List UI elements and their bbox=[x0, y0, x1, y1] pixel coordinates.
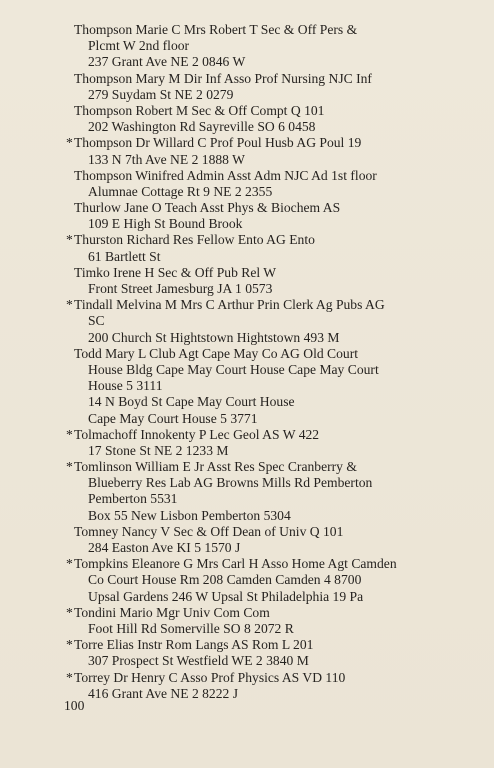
directory-entry bbox=[0, 135, 494, 167]
entry-name-line bbox=[0, 168, 494, 184]
entry-detail-line bbox=[0, 216, 494, 232]
asterisk-mark: * bbox=[66, 459, 73, 475]
entry-name-line bbox=[0, 346, 494, 362]
entry-text: Foot Hill Rd Somerville SO 8 2072 R bbox=[88, 620, 294, 636]
entry-text: 284 Easton Ave KI 5 1570 J bbox=[88, 540, 241, 555]
asterisk-mark: * bbox=[66, 556, 73, 572]
entry-text: Thompson Mary M Dir Inf Asso Prof Nursing NJC Inf bbox=[74, 70, 372, 86]
directory-entry bbox=[0, 297, 494, 346]
asterisk-mark: * bbox=[66, 426, 73, 442]
entry-detail-line bbox=[0, 589, 494, 605]
entry-text: Box 55 New Lisbon Pemberton 5304 bbox=[88, 507, 291, 523]
directory-entry bbox=[0, 346, 494, 427]
entry-detail-line bbox=[0, 411, 494, 427]
entry-text: Timko Irene H Sec & Off Pub Rel W bbox=[74, 264, 277, 280]
entry-detail-line bbox=[0, 281, 494, 297]
entry-text: Thompson Dr Willard C Prof Poul Husb AG Poul 19 bbox=[74, 135, 362, 151]
entry-text: Thompson Marie C Mrs Robert T Sec & Off Pers & bbox=[74, 22, 358, 37]
directory-entry bbox=[0, 427, 494, 459]
entry-text: Thompson Robert M Sec & Off Compt Q 101 bbox=[74, 102, 325, 118]
entry-detail-line bbox=[0, 394, 494, 410]
directory-entry bbox=[0, 637, 494, 669]
entry-name-line bbox=[0, 103, 494, 119]
entry-text: Alumnae Cottage Rt 9 NE 2 2355 bbox=[88, 183, 273, 199]
entry-text: Tindall Melvina M Mrs C Arthur Prin Clerk Ag Pubs AG bbox=[74, 297, 385, 313]
page-number: 100 bbox=[64, 698, 85, 713]
asterisk-mark: * bbox=[66, 297, 73, 313]
asterisk-mark: * bbox=[66, 669, 73, 685]
entry-text: Cape May Court House 5 3771 bbox=[88, 410, 258, 426]
entry-detail-line bbox=[0, 378, 494, 394]
directory-entry bbox=[0, 232, 494, 264]
entry-text: Torrey Dr Henry C Asso Prof Physics AS VD 110 bbox=[74, 669, 346, 685]
entry-detail-line bbox=[0, 313, 494, 329]
directory-entries bbox=[0, 22, 494, 702]
entry-text: 279 Suydam St NE 2 0279 bbox=[88, 86, 234, 102]
entry-text: 200 Church St Hightstown Hightstown 493 M bbox=[88, 329, 340, 345]
entry-text: Tolmachoff Innokenty P Lec Geol AS W 422 bbox=[74, 426, 320, 442]
entry-text: Plcmt W 2nd floor bbox=[88, 38, 190, 54]
entry-text: Tompkins Eleanore G Mrs Carl H Asso Home Agt Camden bbox=[74, 556, 397, 572]
entry-text: 307 Prospect St Westfield WE 2 3840 M bbox=[88, 653, 309, 669]
entry-detail-line bbox=[0, 119, 494, 135]
directory-entry bbox=[0, 459, 494, 524]
entry-detail-line bbox=[0, 87, 494, 103]
entry-text: Tondini Mario Mgr Univ Com Com bbox=[74, 604, 270, 620]
entry-detail-line bbox=[0, 443, 494, 459]
entry-name-line bbox=[0, 22, 494, 38]
entry-detail-line bbox=[0, 249, 494, 265]
entry-name-line bbox=[0, 670, 494, 686]
entry-detail-line bbox=[0, 508, 494, 524]
entry-text: 14 N Boyd St Cape May Court House bbox=[88, 394, 295, 410]
entry-text: Thompson Winifred Admin Asst Adm NJC Ad 1st floor bbox=[74, 167, 377, 183]
entry-text: House Bldg Cape May Court House Cape May Court bbox=[88, 361, 379, 377]
entry-text: Tomlinson William E Jr Asst Res Spec Cranberry & bbox=[74, 459, 357, 475]
directory-entry bbox=[0, 168, 494, 200]
entry-text: SC bbox=[88, 313, 105, 329]
asterisk-mark: * bbox=[66, 637, 73, 653]
entry-detail-line bbox=[0, 54, 494, 70]
entry-text: 17 Stone St NE 2 1233 M bbox=[88, 442, 229, 458]
entry-name-line bbox=[0, 524, 494, 540]
entry-detail-line bbox=[0, 38, 494, 54]
entry-detail-line bbox=[0, 330, 494, 346]
entry-detail-line bbox=[0, 540, 494, 556]
directory-entry bbox=[0, 103, 494, 135]
entry-text: Co Court House Rm 208 Camden Camden 4 8700 bbox=[88, 572, 362, 588]
entry-text: Thurston Richard Res Fellow Ento AG Ento bbox=[74, 232, 315, 248]
entry-name-line bbox=[0, 297, 494, 313]
directory-entry bbox=[0, 22, 494, 71]
entry-text: Front Street Jamesburg JA 1 0573 bbox=[88, 281, 273, 296]
entry-name-line bbox=[0, 605, 494, 621]
directory-entry bbox=[0, 556, 494, 605]
entry-name-line bbox=[0, 232, 494, 248]
entry-detail-line bbox=[0, 362, 494, 378]
entry-detail-line bbox=[0, 152, 494, 168]
entry-text: Upsal Gardens 246 W Upsal St Philadelphia 19 Pa bbox=[88, 588, 364, 604]
entry-name-line bbox=[0, 135, 494, 151]
entry-name-line bbox=[0, 265, 494, 281]
asterisk-mark: * bbox=[66, 604, 73, 620]
directory-entry bbox=[0, 200, 494, 232]
asterisk-mark: * bbox=[66, 232, 73, 248]
entry-text: Pemberton 5531 bbox=[88, 491, 178, 507]
directory-entry bbox=[0, 71, 494, 103]
directory-entry bbox=[0, 265, 494, 297]
entry-name-line bbox=[0, 200, 494, 216]
entry-name-line bbox=[0, 459, 494, 475]
entry-detail-line bbox=[0, 491, 494, 507]
entry-detail-line bbox=[0, 572, 494, 588]
entry-text: Torre Elias Instr Rom Langs AS Rom L 201 bbox=[74, 637, 314, 653]
entry-text: 416 Grant Ave NE 2 8222 J bbox=[88, 685, 239, 701]
entry-detail-line bbox=[0, 653, 494, 669]
entry-name-line bbox=[0, 427, 494, 443]
entry-text: 61 Bartlett St bbox=[88, 248, 161, 264]
entry-text: Blueberry Res Lab AG Browns Mills Rd Pemberton bbox=[88, 475, 373, 491]
entry-text: 237 Grant Ave NE 2 0846 W bbox=[88, 54, 246, 70]
entry-text: 133 N 7th Ave NE 2 1888 W bbox=[88, 151, 245, 167]
entry-text: 202 Washington Rd Sayreville SO 6 0458 bbox=[88, 119, 316, 135]
entry-detail-line bbox=[0, 184, 494, 200]
entry-detail-line bbox=[0, 475, 494, 491]
entry-text: House 5 3111 bbox=[88, 378, 163, 394]
asterisk-mark: * bbox=[66, 135, 73, 151]
entry-text: Todd Mary L Club Agt Cape May Co AG Old Court bbox=[74, 345, 359, 361]
entry-text: 109 E High St Bound Brook bbox=[88, 216, 243, 232]
entry-name-line bbox=[0, 71, 494, 87]
directory-entry bbox=[0, 524, 494, 556]
entry-detail-line bbox=[0, 621, 494, 637]
directory-entry bbox=[0, 605, 494, 637]
entry-name-line bbox=[0, 556, 494, 572]
entry-name-line bbox=[0, 637, 494, 653]
entry-text: Tomney Nancy V Sec & Off Dean of Univ Q 101 bbox=[74, 523, 344, 539]
entry-text: Thurlow Jane O Teach Asst Phys & Biochem AS bbox=[74, 200, 341, 216]
